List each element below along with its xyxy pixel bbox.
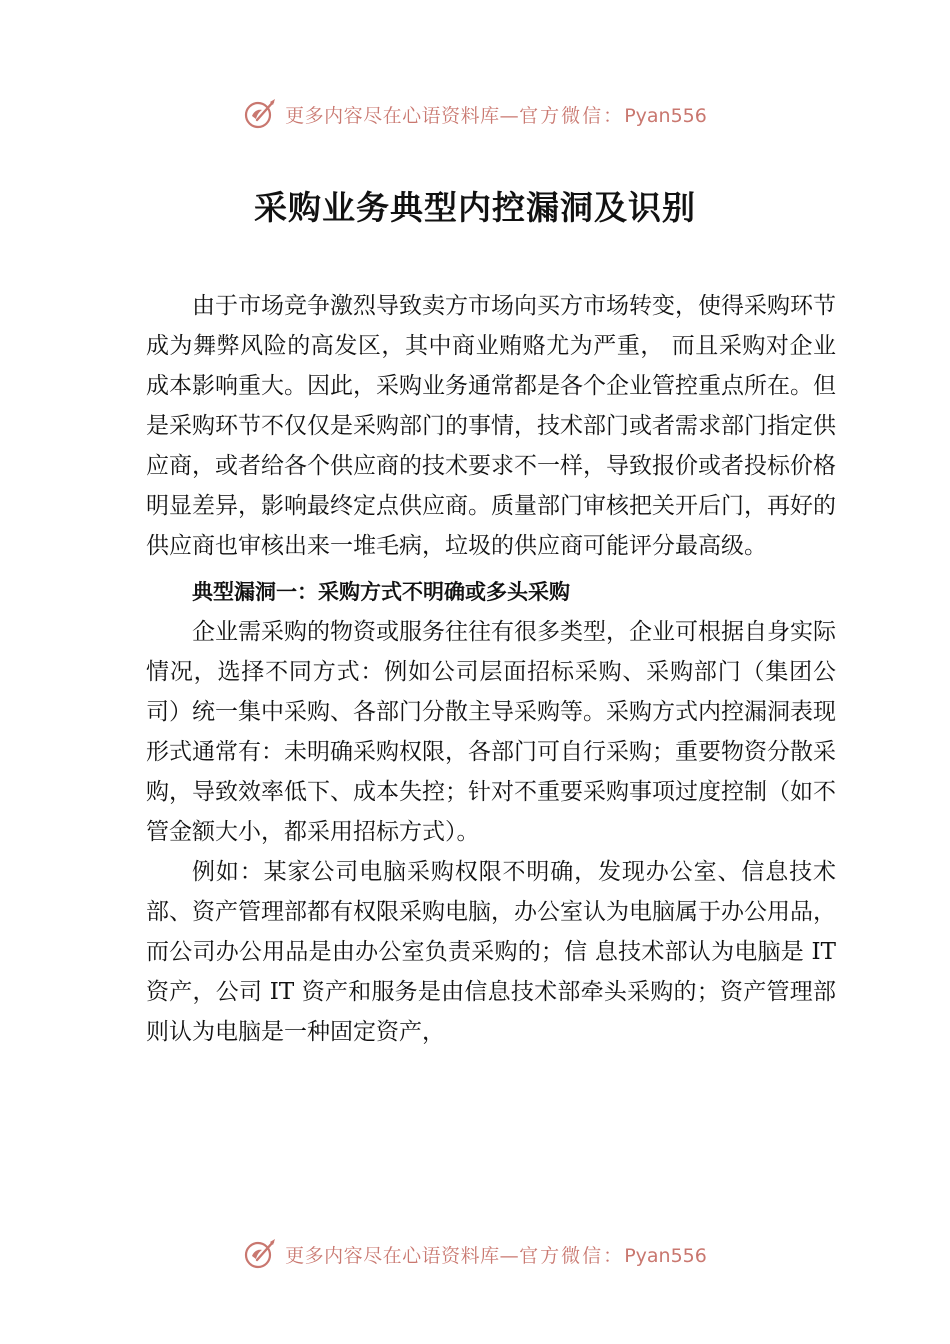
intro-paragraph: 由于市场竞争激烈导致卖方市场向买方市场转变，使得采购环节成为舞弊风险的高发区，其中商业贿赂尤为严重， 而且采购对企业成本影响重大。因此，采购业务通常都是各个企业管控重点所在。但是采购环节不仅仅是采购部门的事情，技术部门或者需求部门指定供应商，或者给各个供应商的技术要求不一样，导致报价或者投标价格明显差异，影响最终定点供应商。质量部门审核把关开后门，再好的供应商也审核出来一堆毛病，垃圾的供应商可能评分最高级。: [146, 293, 836, 559]
pen-logo-icon: [243, 1237, 277, 1271]
header-wechat-id: Pyan556: [624, 104, 707, 127]
footer-wechat-id: Pyan556: [624, 1244, 707, 1267]
header-banner-title: 更多内容尽在心语资料库: [285, 104, 500, 127]
footer-wechat-label: 官方微信：: [519, 1244, 625, 1267]
section-1-paragraph: 企业需采购的物资或服务往往有很多类型，企业可根据自身实际情况，选择不同方式：例如公司层面招标采购、采购部门（集团公司）统一集中采购、各部门分散主导采购等。采购方式内控漏洞表现形式通常有：未明确采购权限，各部门可自行采购；重要物资分散采购，导致效率低下、成本失控；针对不重要采购事项过度控制（如不管金额大小，都采用招标方式）。: [146, 619, 836, 845]
footer-banner-title: 更多内容尽在心语资料库: [285, 1244, 500, 1267]
section-heading-1: 典型漏洞一：采购方式不明确或多头采购: [192, 580, 570, 604]
footer-banner-dash: —: [499, 1244, 520, 1267]
footer-banner: [0, 1234, 950, 1274]
document-body: [146, 286, 836, 1052]
document-title: 采购业务典型内控漏洞及识别: [254, 188, 696, 227]
header-wechat-label: 官方微信：: [519, 104, 625, 127]
header-banner: [0, 94, 950, 134]
header-banner-text: [285, 101, 707, 128]
section-1-example-paragraph: 例如：某家公司电脑采购权限不明确，发现办公室、信息技术部、资产管理部都有权限采购电脑，办公室认为电脑属于办公用品，而公司办公用品是由办公室负责采购的；信 息技术部认为电脑是 IT 资产，公司 IT 资产和服务是由信息技术部牵头采购的；资产管理部则认为电脑是一种固定资产，: [146, 859, 836, 1045]
footer-banner-text: [285, 1241, 707, 1268]
pen-logo-icon: [243, 97, 277, 131]
header-banner-dash: —: [499, 104, 520, 127]
